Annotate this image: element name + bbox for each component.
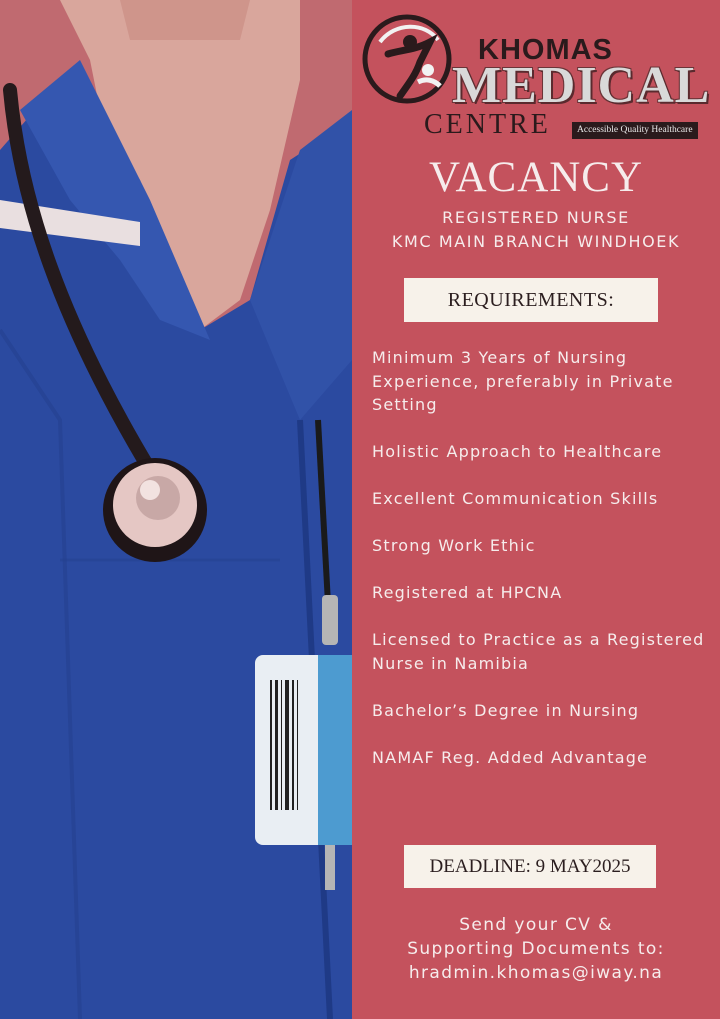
location-text: KMC MAIN BRANCH WINDHOEK xyxy=(391,232,681,251)
requirement-item: Registered at HPCNA xyxy=(372,583,563,602)
vacancy-heading: VACANCY xyxy=(428,154,644,201)
requirement-item: NAMAF Reg. Added Advantage xyxy=(372,747,649,767)
contact-line-1: Send your CV & xyxy=(459,915,613,935)
requirement-item: Holistic Approach to Healthcare xyxy=(372,442,663,461)
requirements-title: REQUIREMENTS: xyxy=(404,278,658,322)
contact-email[interactable]: hradmin.khomas@iway.na xyxy=(408,963,664,983)
contact-line-2: Supporting Documents to: xyxy=(407,939,665,959)
nurse-illustration xyxy=(0,0,352,1019)
deadline-box: DEADLINE: 9 MAY2025 xyxy=(404,845,656,888)
stethoscope-icon xyxy=(103,458,207,562)
logo-figure-icon xyxy=(360,12,454,106)
logo-tagline: Accessible Quality Healthcare xyxy=(572,122,698,139)
logo-khomas-text: KHOMAS xyxy=(478,34,613,66)
requirement-item: Minimum 3 Years of Nursing Experience, preferably in Private Setting xyxy=(372,348,674,414)
requirement-item: Bachelor’s Degree in Nursing xyxy=(372,700,640,720)
nurse-photo xyxy=(0,0,352,1019)
requirement-item: Licensed to Practice as a Registered Nurse in Namibia xyxy=(372,630,705,673)
logo-centre-text: CENTRE xyxy=(424,109,551,140)
contact-info xyxy=(352,913,720,985)
requirement-item: Excellent Communication Skills xyxy=(372,489,659,508)
clinic-logo xyxy=(358,6,711,146)
position-title: REGISTERED NURSE xyxy=(442,208,630,227)
requirements-list xyxy=(372,346,712,793)
requirement-item: Strong Work Ethic xyxy=(372,536,536,555)
logo-medical-text: MEDICAL xyxy=(452,57,711,114)
